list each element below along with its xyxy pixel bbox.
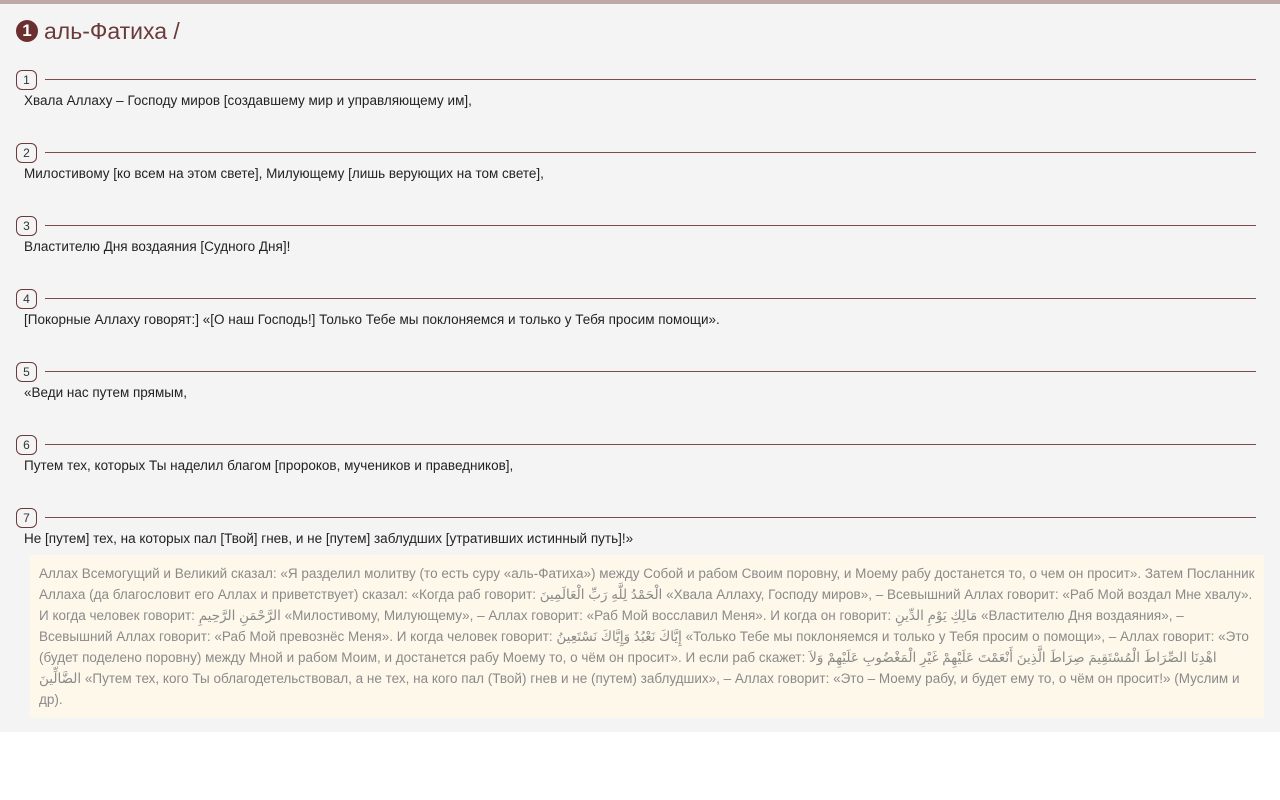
ayah-divider bbox=[45, 298, 1256, 299]
ayah-divider bbox=[45, 152, 1256, 153]
ayah-header bbox=[16, 143, 1256, 163]
ayah-text: Милостивому [ко всем на этом свете], Милующему [лишь верующих на том свете], bbox=[24, 166, 544, 181]
ayah-4 bbox=[16, 289, 1256, 339]
surah-title[interactable]: аль-Фатиха / bbox=[44, 17, 180, 44]
ayah-header bbox=[16, 508, 1256, 528]
ayah-header bbox=[16, 216, 1256, 236]
ayah-1 bbox=[16, 70, 1256, 120]
ayah-text: Путем тех, которых Ты наделил благом [пророков, мучеников и праведников], bbox=[24, 458, 514, 473]
ayah-text: Хвала Аллаху – Господу миров [создавшему мир и управляющему им], bbox=[24, 93, 472, 108]
ayah-text: [Покорные Аллаху говорят:] «[О наш Господь!] Только Тебе мы поклоняемся и только у Тебя просим помощи». bbox=[24, 312, 720, 327]
ayah-divider bbox=[45, 225, 1256, 226]
ayah-header bbox=[16, 70, 1256, 90]
ayah-number-badge[interactable]: 5 bbox=[16, 362, 37, 382]
tafsir-text: Аллах Всемогущий и Великий сказал: «Я разделил молитву (то есть суру «аль-Фатиха») между Собой и рабом Своим поровну, и Моему рабу достанется то, о чем он просит». Затем Посланник Аллаха (да благословит его Аллах и приветствует) сказал: «Когда раб говорит: الْحَمْدُ لِلَّهِ رَبِّ الْعَالَمِينَ «Хвала Аллаху, Господу миров», – Всевышний Аллах говорит: «Раб Мой воздал Мне хвалу». И когда человек говорит: الرَّحْمَنِ الرَّحِيمِ «Милостивому, Милующему», – Аллах говорит: «Раб Мой восславил Меня». И когда он говорит: مَالِكِ يَوْمِ الدِّينِ «Властителю Дня воздаяния», – Всевышний Аллах говорит: «Раб Мой превознёс Меня». И когда человек говорит: إِيَّاكَ نَعْبُدُ وَإِيَّاكَ نَسْتَعِينُ «Только Тебе мы поклоняемся и только у Тебя просим о помощи», – Аллах говорит: «Это (будет поделено поровну) между Мной и рабом Моим, и достанется рабу Моему то, о чём он просит». И если раб скажет: اهْدِنَا الصِّرَاطَ الْمُسْتَقِيمَ صِرَاطَ الَّذِينَ أَنْعَمْتَ عَلَيْهِمْ غَيْرِ الْمَغْضُوبِ عَلَيْهِمْ وَلاَ الضَّالِّينَ «Путем тех, кого Ты облагодетельствовал, а не тех, на кого пал (Твой) гнев и не (путем) заблудших», – Аллах говорит: «Это – Моему рабу, и будет ему то, о чём он просит!» (Муслим и др). bbox=[39, 566, 1255, 707]
ayah-5 bbox=[16, 362, 1256, 412]
ayah-3 bbox=[16, 216, 1256, 266]
surah-header bbox=[16, 17, 180, 45]
ayah-number-badge[interactable]: 7 bbox=[16, 508, 37, 528]
ayah-header bbox=[16, 362, 1256, 382]
ayah-2 bbox=[16, 143, 1256, 193]
surah-number-badge: 1 bbox=[16, 20, 38, 42]
ayah-6 bbox=[16, 435, 1256, 485]
ayah-number-badge[interactable]: 4 bbox=[16, 289, 37, 309]
ayah-number-badge[interactable]: 2 bbox=[16, 143, 37, 163]
ayah-text: Не [путем] тех, на которых пал [Твой] гнев, и не [путем] заблудших [утративших истинный путь]!» bbox=[24, 531, 634, 546]
ayah-text: «Веди нас путем прямым, bbox=[24, 385, 187, 400]
ayah-number-badge[interactable]: 6 bbox=[16, 435, 37, 455]
ayah-divider bbox=[45, 444, 1256, 445]
ayah-header bbox=[16, 435, 1256, 455]
ayah-text: Властителю Дня воздаяния [Судного Дня]! bbox=[24, 239, 291, 254]
ayah-divider bbox=[45, 371, 1256, 372]
ayah-7 bbox=[16, 508, 1256, 558]
ayah-divider bbox=[45, 517, 1256, 518]
ayah-number-badge[interactable]: 3 bbox=[16, 216, 37, 236]
ayah-header bbox=[16, 289, 1256, 309]
ayah-divider bbox=[45, 79, 1256, 80]
tafsir-box bbox=[30, 555, 1264, 718]
ayah-number-badge[interactable]: 1 bbox=[16, 70, 37, 90]
